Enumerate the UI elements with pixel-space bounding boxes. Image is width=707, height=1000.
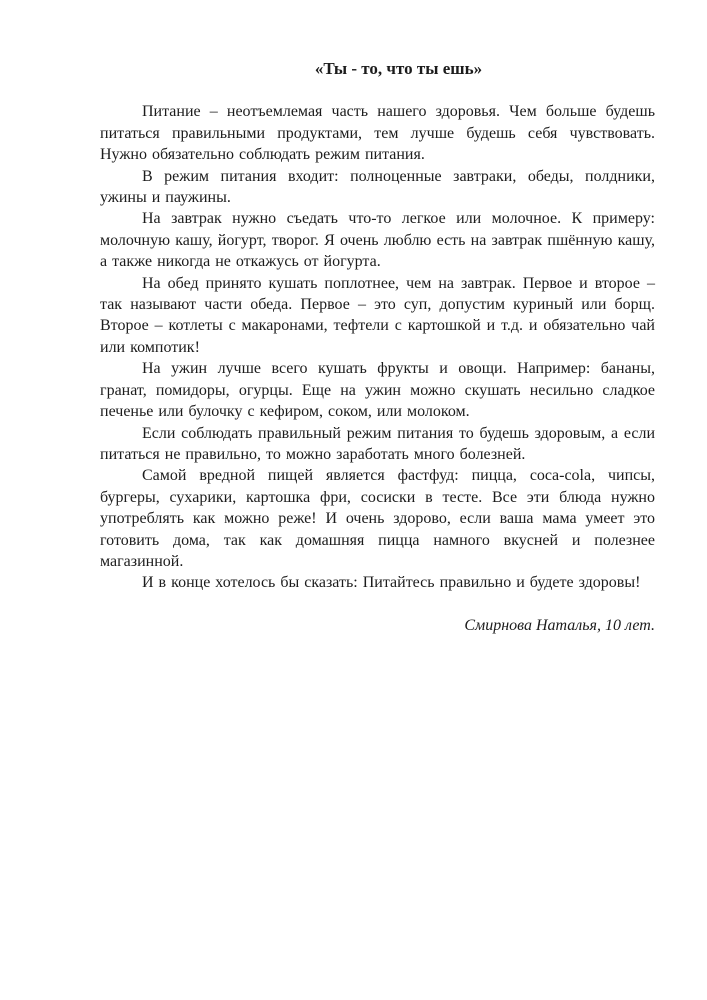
signature: Смирнова Наталья, 10 лет. [464,616,655,634]
paragraph-7: Самой вредной пищей является фастфуд: пицца, coca-cola, чипсы, бургеры, сухарики, картошка фри, сосиски в тесте. Все эти блюда нужно употреблять как можно реже! И очень здорово, если ваша мама умеет это готовить дома, так как домашняя пицца намного вкусней и полезнее магазинной. [100,467,655,570]
paragraph-6: Если соблюдать правильный режим питания то будешь здоровым, а если питаться не правильно, то можно заработать много болезней. [100,424,655,463]
document-body [100,101,655,593]
paragraph-2: В режим питания входит: полноценные завтраки, обеды, полдники, ужины и паужины. [100,167,655,207]
paragraph-3: На завтрак нужно съедать что-то легкое или молочное. К примеру: молочную кашу, йогурт, творог. Я очень люблю есть на завтрак пшённую кашу, а также никогда не откажусь от йогурта. [100,210,655,271]
paragraph-1: Питание – неотъемлемая часть нашего здоровья. Чем больше будешь питаться правильными продуктами, тем лучше будешь себя чувствовать. Нужно обязательно соблюдать режим питания. [100,103,655,164]
paragraph-5: На ужин лучше всего кушать фрукты и овощи. Например: бананы, гранат, помидоры, огурцы. Еще на ужин можно скушать несильно сладкое печенье или булочку с кефиром, соком, или молоком. [100,360,655,421]
document-title: «Ты - то, что ты ешь» [314,59,483,78]
paragraph-8: И в конце хотелось бы сказать: Питайтесь правильно и будете здоровы! [142,574,641,592]
paragraph-4: На обед принято кушать поплотнее, чем на завтрак. Первое и второе – так называют части обеда. Первое – это суп, допустим куриный или борщ. Второе – котлеты с макаронами, тефтели с картошкой и т.д. и обязательно чай или компотик! [100,274,655,356]
